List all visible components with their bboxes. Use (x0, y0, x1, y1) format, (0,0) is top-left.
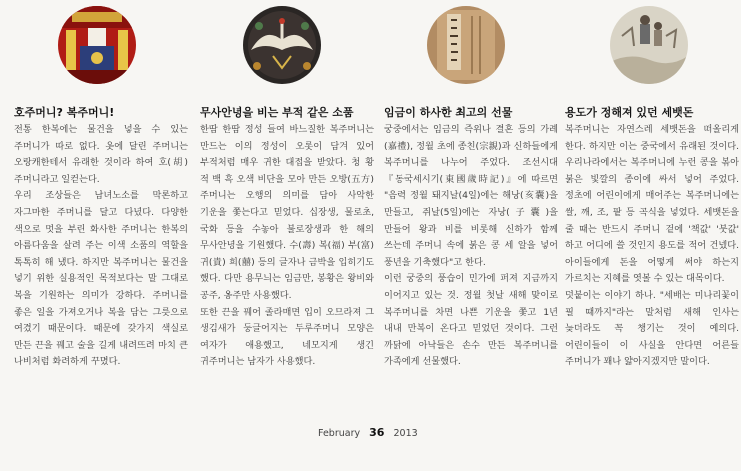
footer-month: February (318, 428, 361, 439)
paragraph: 이런 궁중의 풍습이 민가에 퍼져 지금까지 이어지고 있는 것. 정월 첫날 새해 맞이로 복주머니를 차면 나쁜 기운을 쫓고 1년 내내 만복이 온다고 믿었던 것이다. 그런 까닭에 아낙들은 손수 만든 복주머니를 가족에게 선물했다. (384, 273, 558, 368)
footer-year: 2013 (393, 428, 418, 439)
section-title: 임금이 하사한 최고의 선물 (384, 106, 513, 119)
section-body (14, 122, 188, 371)
section-title: 호주머니? 복주머니! (14, 106, 115, 119)
crane-embroidery-illustration (243, 6, 321, 84)
folk-painting-illustration (610, 6, 688, 84)
paragraph: 덧붙이는 이야기 하나. "세배는 미나리꽃이 필 때까지"라는 말처럼 새해 인사는 늦더라도 꼭 챙기는 것이 예의다. 어린이들이 이 사실을 안다면 어른들 주머니가 꽤나 얇아지겠지만 말이다. (565, 289, 739, 368)
paragraph: 전통 한복에는 물건을 넣을 수 있는 주머니가 따로 없다. 옷에 달린 주머니는 오랑캐한테서 유래한 것이라 하여 호(胡)주머니라고 일컫는다. (14, 124, 188, 185)
image-embroidered-crane (243, 6, 321, 84)
old-book-illustration (427, 6, 505, 84)
image-old-book-cover (427, 6, 505, 84)
image-folk-painting (610, 6, 688, 84)
page-footer (318, 426, 438, 439)
page-number: 36 (369, 426, 385, 439)
paragraph: 궁중에서는 임금의 즉위나 결혼 등의 가례(嘉禮), 정월 초에 종친(宗親)과 신하들에게 복주머니를 나누어 주었다. 조선시대 『동국세시기(東國歲時記)』에 따르면 "음력 정월 돼지날(4일)에는 해낭(亥囊)을 만들고, 쥐날(5일)에는 자낭(子囊)을 만들어 왕과 비를 비롯해 신하가 함께 쓰는데 주머니 속에 붉은 콩 세 알을 넣어 풍년을 기축했다"고 한다. (384, 124, 558, 268)
paragraph: 한땀 한땀 정성 들여 바느질한 복주머니는 만드는 이의 정성이 오롯이 담겨 있어 부적처럼 매우 귀한 대접을 받았다. 청 황 적 백 흑 오색 비단을 모아 만든 오방(五方)주머니는 오행의 의미를 담아 사악한 기운을 쫓는다고 믿었다. 십장생, 물로초, 국화 등을 수놓아 불로장생과 한 해의 무사안녕을 기원했다. 수(壽) 복(福) 부(富) 귀(貴) 희(囍) 등의 글자나 금박을 입히기도 했다. 다만 용무늬는 임금만, 봉황은 왕비와 공주, 옹주만 사용했다. (200, 124, 374, 301)
section-body (565, 122, 739, 371)
section-body (200, 122, 374, 371)
image-pouch-ceremony (58, 6, 136, 84)
section-body (384, 122, 558, 371)
paragraph: 우리 조상들은 남녀노소를 막론하고 자그마한 주머니를 달고 다녔다. 다양한 색으로 멋을 부린 화사한 주머니는 한복의 아름다움을 살려 주는 이색 소품의 역할을 톡톡히 해 냈다. 하지만 복주머니는 물건을 넣기 위한 실용적인 목적보다는 말 그대로 복을 기원하는 의미가 강하다. 주머니를 좋은 일을 가져오거나 복을 담는 그릇으로 여겼기 때문이다. 때문에 갖가지 색실로 만든 끈을 꿰고 술을 길게 내려뜨려 마치 큰 나비처럼 화려하게 꾸몄다. (14, 190, 188, 368)
paragraph: 또한 끈을 꿰어 졸라매면 입이 오므라져 그 생김새가 둥글어지는 두루주머니 모양은 여자가 애용했고, 네모지게 생긴 귀주머니는 남자가 사용했다. (200, 306, 374, 368)
section-title: 무사안녕을 비는 부적 같은 소품 (200, 106, 354, 119)
section-title: 용도가 정해져 있던 세뱃돈 (565, 106, 694, 119)
pouch-ceremony-illustration (58, 6, 136, 84)
paragraph: 복주머니는 자연스레 세뱃돈을 떠올리게 한다. 하지만 이는 중국에서 유래된 것이다. 우리나라에서는 복주머니에 누런 콩을 볶아 붉은 빛깔의 종이에 싸서 넣어 주었다. 정초에 어린이에게 매어주는 복주머니에는 쌀, 깨, 조, 팥 등 곡식을 넣었다. 세뱃돈을 줄 때는 반드시 주머니 겉에 '책값' '붓값' 하고 어디에 쓸 것인지 용도를 적어 건넸다. 아이들에게 돈을 어떻게 써야 하는지 가르치는 지혜를 엿볼 수 있는 대목이다. (565, 124, 739, 285)
